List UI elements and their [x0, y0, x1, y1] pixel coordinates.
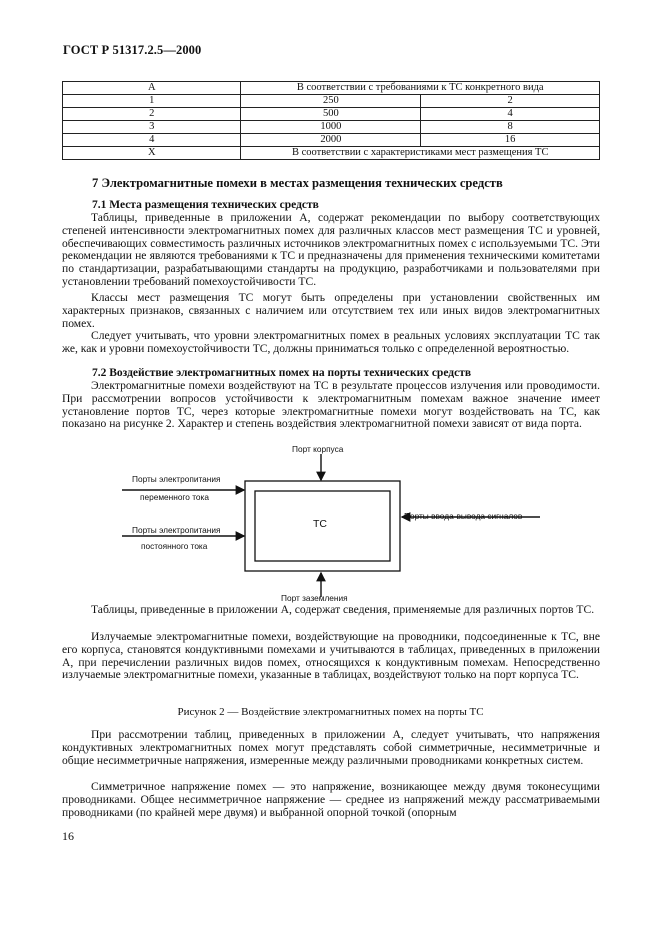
- paragraph: Таблицы, приведенные в приложении А, содержат сведения, применяемые для различных портов ТС.: [91, 603, 595, 616]
- bottom-port-label: Порт заземления: [281, 593, 348, 603]
- table-cell: 8: [421, 121, 600, 134]
- signal-port-label: Порты ввода-вывода сигналов: [404, 511, 523, 521]
- table-cell: 4: [63, 134, 241, 147]
- paragraph: Симметричное напряжение помех — это напряжение, возникающее между двумя токонесущими проводниками. Общее несимметричное напряжение — среднее из напряжений между рассматриваемыми проводниками (по крайней мере двумя) и выбранной опорной точкой (опорным: [62, 780, 600, 819]
- table-cell: 16: [421, 134, 600, 147]
- table-row: [63, 147, 600, 160]
- class-table: [62, 81, 600, 160]
- subsection-title-7-1: 7.1 Места размещения технических средств: [92, 199, 319, 211]
- top-port-label: Порт корпуса: [292, 444, 344, 454]
- paragraph: Следует учитывать, что уровни электромагнитных помех в реальных условиях эксплуатации ТС так же, как и уровни помехоустойчивости ТС, должны приниматься только с определенной вероятностью.: [62, 329, 600, 355]
- table-row: [63, 134, 600, 147]
- table-cell: 4: [421, 108, 600, 121]
- paragraph: Излучаемые электромагнитные помехи, воздействующие на проводники, подсоединенные к ТС, вне его корпуса, становятся кондуктивными помехами и учитываются в таблицах, приведенных в приложении А, при перечислении различных видов помех, относящихся к кондуктивным помехам. Непосредственно излучаемые электромагнитные помехи, указанные в таблицах, воздействуют только на порт корпуса ТС.: [62, 630, 600, 682]
- table-cell: 2: [421, 95, 600, 108]
- document-header: ГОСТ Р 51317.2.5—2000: [63, 43, 202, 57]
- table-cell: 2: [63, 108, 241, 121]
- tc-center-label: ТС: [313, 518, 327, 530]
- section-title: 7 Электромагнитные помехи в местах размещения технических средств: [92, 176, 503, 190]
- ports-diagram: [62, 440, 602, 610]
- paragraph: Электромагнитные помехи воздействуют на ТС в результате процессов излучения или проводимости. При рассмотрении вопросов устойчивости к электромагнитным помехам важное значение имеет установление портов ТС, через которые электромагнитные помехи могут воздействовать на ТС, как показано на рисунке 2. Характер и степень воздействия электромагнитной помехи зависят от вида порта.: [62, 379, 600, 431]
- paragraph: Таблицы, приведенные в приложении А, содержат рекомендации по выбору соответствующих степеней интенсивности электромагнитных помех для различных классов мест размещения ТС и уровней, обеспечивающих совместимость различных источников электромагнитных помех с используемыми ТС. Эти рекомендации не являются требованиями к ТС и предназначены для применения техническими комитетами по стандартизации, разрабатывающими стандарты на продукцию, разработчиками и пользователями при установлении требований помехоустойчивости ТС.: [62, 211, 600, 288]
- table-row: [63, 108, 600, 121]
- table-cell: Х: [63, 147, 241, 160]
- table-cell: 500: [241, 108, 421, 121]
- page-number: 16: [62, 829, 74, 843]
- table-cell: 2000: [241, 134, 421, 147]
- ac-port-label-line1: Порты электропитания: [132, 474, 221, 484]
- paragraph: Классы мест размещения ТС могут быть определены при установлении свойственных им характерных признаков, связанных с наличием или отсутствием тех или иных видов электромагнитных помех.: [62, 291, 600, 330]
- table-cell: А: [63, 82, 241, 95]
- dc-port-label-line1: Порты электропитания: [132, 525, 221, 535]
- table-cell: 250: [241, 95, 421, 108]
- figure-caption: Рисунок 2 — Воздействие электромагнитных помех на порты ТС: [177, 706, 484, 718]
- table-cell: В соответствии с требованиями к ТС конкретного вида: [241, 82, 600, 95]
- table-cell: 1: [63, 95, 241, 108]
- table-cell: 3: [63, 121, 241, 134]
- table-row: [63, 121, 600, 134]
- dc-port-label-line2: постоянного тока: [141, 541, 208, 551]
- table-cell: 1000: [241, 121, 421, 134]
- table-row: [63, 82, 600, 95]
- ac-port-label-line2: переменного тока: [140, 492, 209, 502]
- table-cell: В соответствии с характеристиками мест размещения ТС: [241, 147, 600, 160]
- paragraph: При рассмотрении таблиц, приведенных в приложении А, следует учитывать, что напряжения кондуктивных электромагнитных помех могут представлять собой симметричные, несимметричные и общие несимметричные напряжения, измеренные между различными проводниками конкретных систем.: [62, 728, 600, 767]
- subsection-title-7-2: 7.2 Воздействие электромагнитных помех на порты технических средств: [92, 367, 472, 379]
- table-row: [63, 95, 600, 108]
